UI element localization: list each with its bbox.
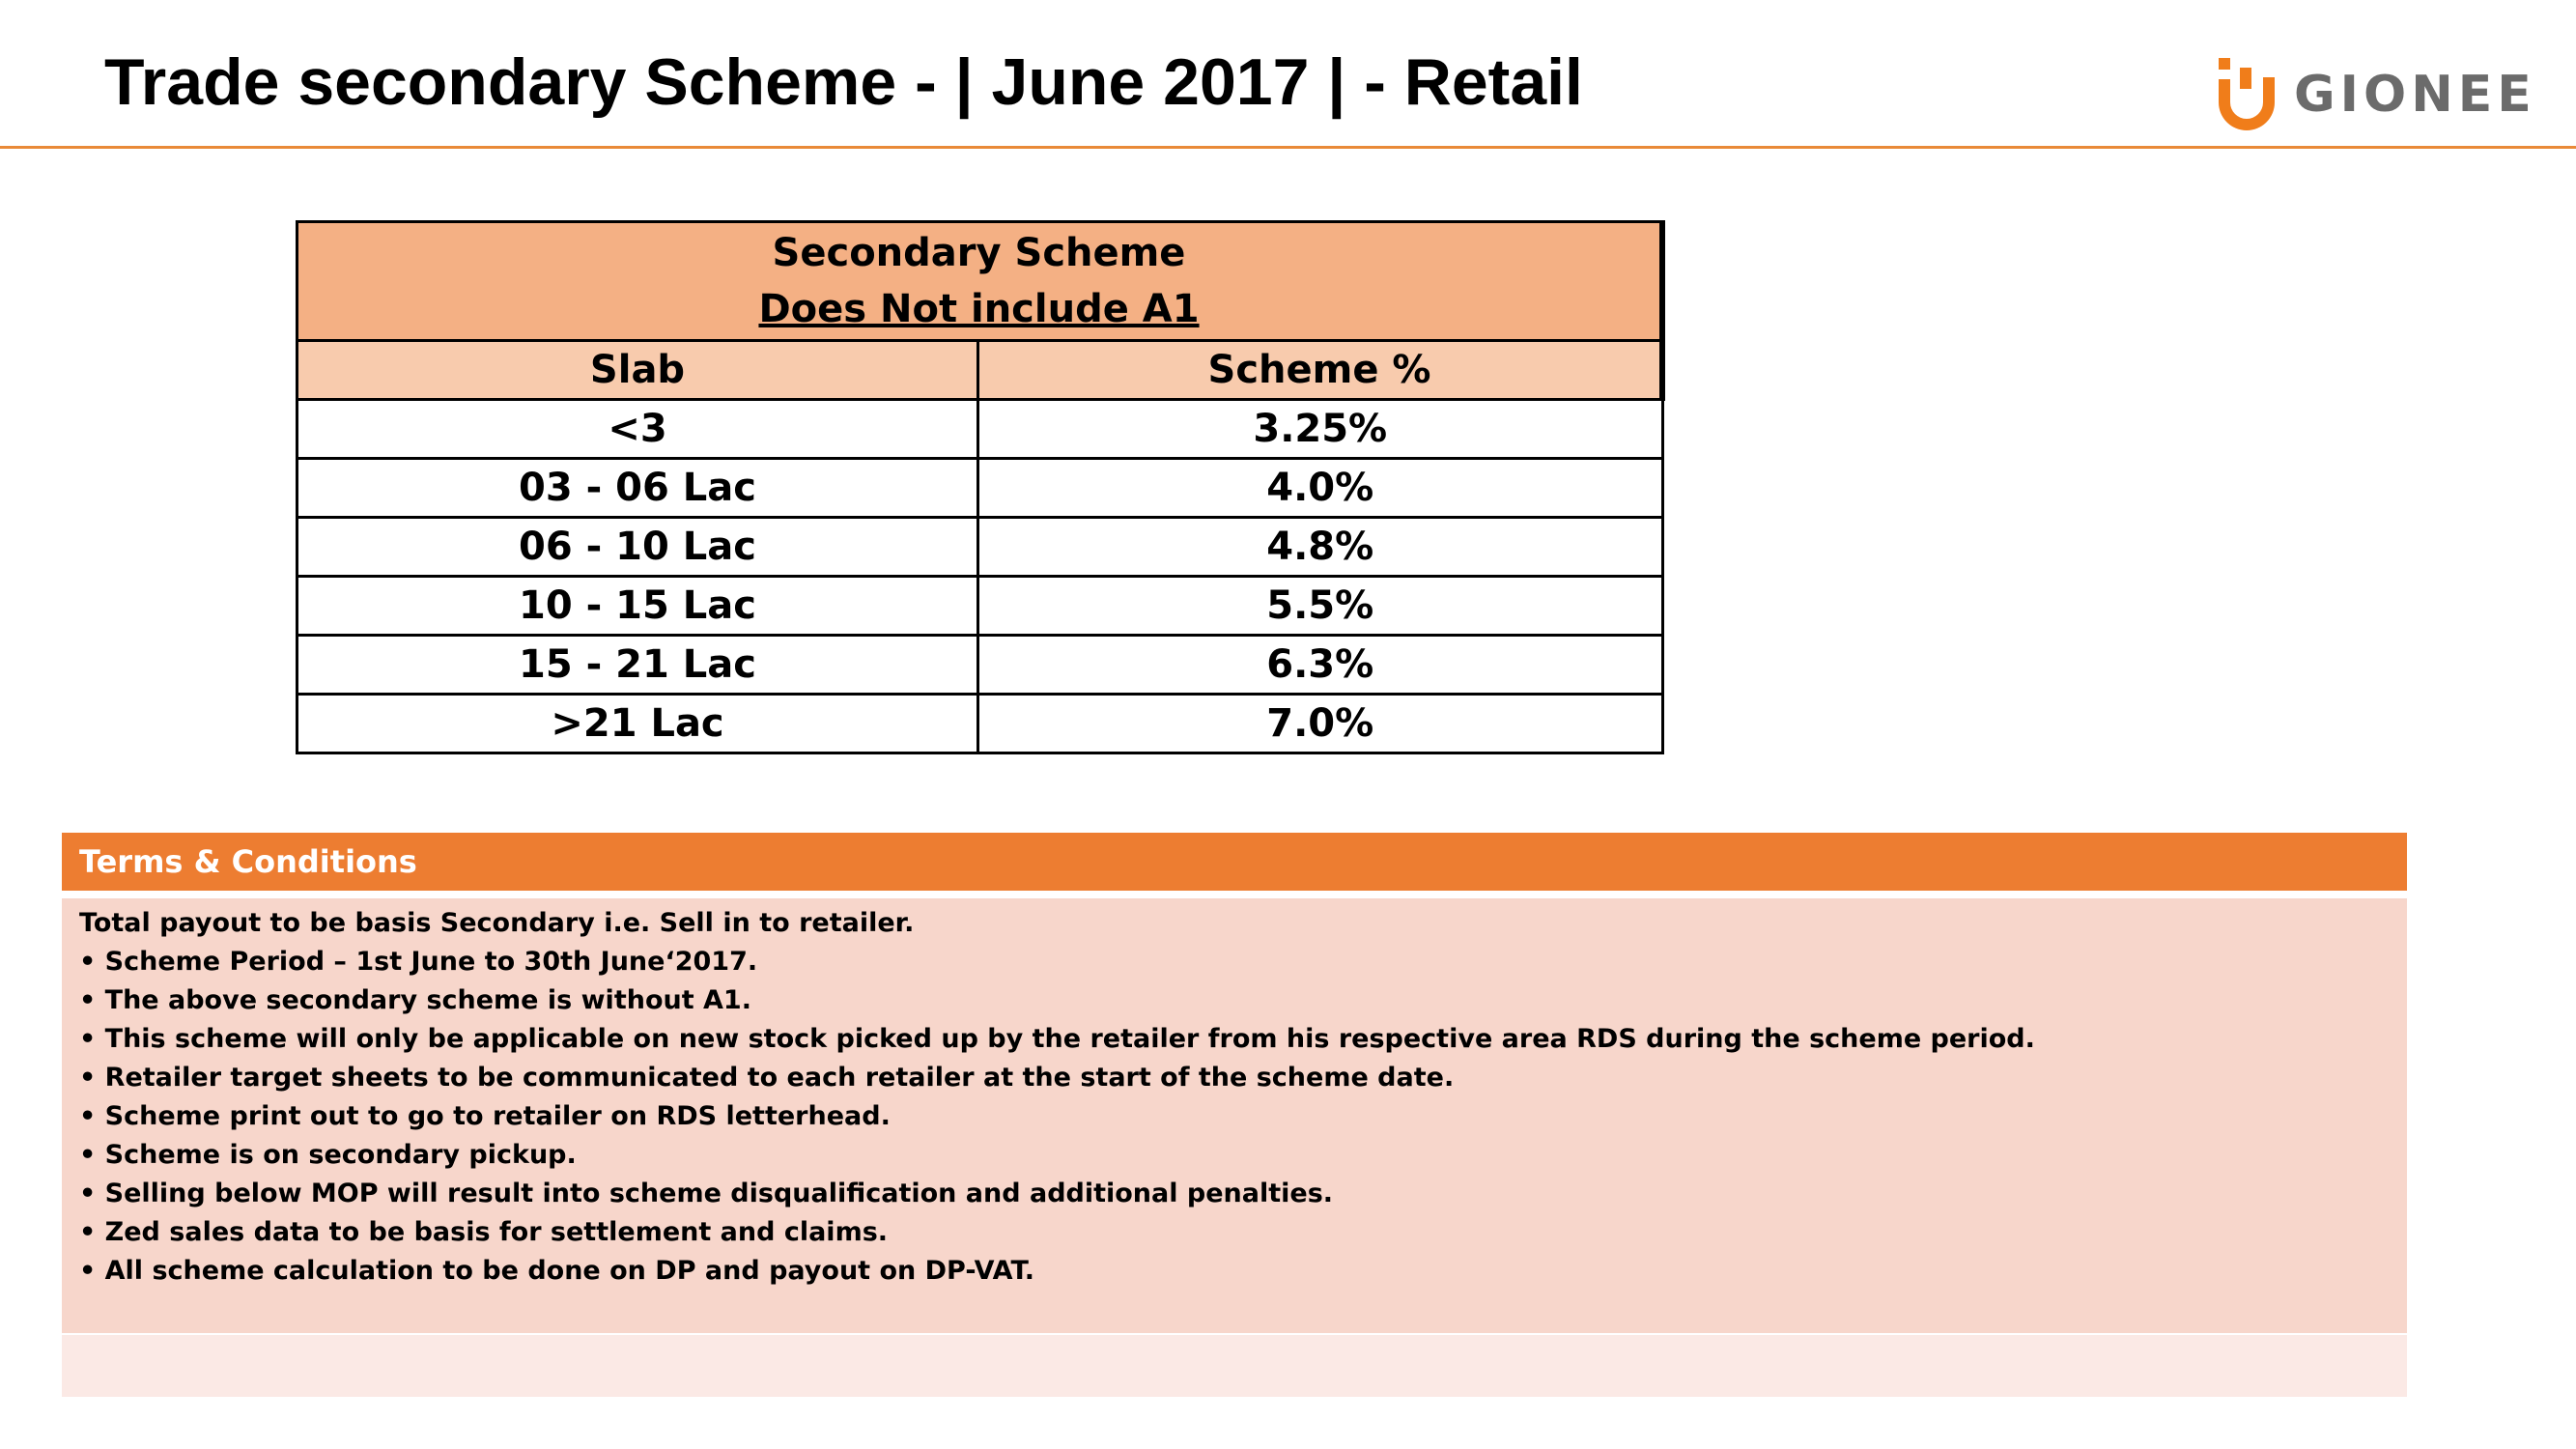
table-row xyxy=(297,577,1663,636)
table-row xyxy=(297,636,1663,695)
terms-line: • The above secondary scheme is without A1. xyxy=(79,985,751,1015)
scheme-pct-cell: 6.3% xyxy=(978,636,1663,695)
gionee-logo xyxy=(2217,58,2536,131)
terms-line: Total payout to be basis Secondary i.e. Sell in to retailer. xyxy=(79,908,915,938)
column-header-scheme-pct: Scheme % xyxy=(978,341,1663,400)
table-row xyxy=(297,400,1663,459)
table-header-row xyxy=(297,341,1663,400)
scheme-pct-cell: 3.25% xyxy=(978,400,1663,459)
slab-cell: 15 - 21 Lac xyxy=(297,636,978,695)
terms-line: • Scheme is on secondary pickup. xyxy=(79,1140,577,1170)
table-row xyxy=(297,459,1663,518)
column-header-slab: Slab xyxy=(297,341,978,400)
terms-line: • Scheme Period – 1st June to 30th June‘2017. xyxy=(79,947,758,977)
table-caption-subtitle: Does Not include A1 xyxy=(758,287,1200,331)
terms-line: • Scheme print out to go to retailer on RDS letterhead. xyxy=(79,1101,891,1131)
terms-line: • Selling below MOP will result into scheme disqualification and additional penalties. xyxy=(79,1179,1334,1208)
slab-cell: 06 - 10 Lac xyxy=(297,518,978,577)
scheme-pct-cell: 4.0% xyxy=(978,459,1663,518)
scheme-pct-cell: 5.5% xyxy=(978,577,1663,636)
terms-line: • Retailer target sheets to be communicated to each retailer at the start of the scheme date. xyxy=(79,1063,1455,1093)
slab-cell: <3 xyxy=(297,400,978,459)
terms-body xyxy=(62,898,2407,1333)
header-divider xyxy=(0,146,2576,149)
page-title: Trade secondary Scheme - | June 2017 | - Retail xyxy=(104,45,1583,119)
scheme-pct-cell: 7.0% xyxy=(978,695,1663,753)
table-caption-row xyxy=(297,222,1663,341)
table-row xyxy=(297,695,1663,753)
table-row xyxy=(297,518,1663,577)
table-caption xyxy=(297,222,1663,341)
scheme-table xyxy=(296,220,1665,754)
table-caption-title: Secondary Scheme xyxy=(772,231,1186,275)
logo-wordmark: GIONEE xyxy=(2294,66,2536,124)
gionee-logo-icon xyxy=(2217,58,2277,131)
terms-heading: Terms & Conditions xyxy=(62,833,2407,891)
slab-cell: 03 - 06 Lac xyxy=(297,459,978,518)
slab-cell: >21 Lac xyxy=(297,695,978,753)
terms-line: • This scheme will only be applicable on new stock picked up by the retailer from his respective area RDS during the scheme period. xyxy=(79,1024,2035,1054)
terms-footer-band xyxy=(62,1335,2407,1397)
terms-line: • Zed sales data to be basis for settlement and claims. xyxy=(79,1217,889,1247)
terms-line: • All scheme calculation to be done on DP and payout on DP-VAT. xyxy=(79,1256,1035,1286)
scheme-pct-cell: 4.8% xyxy=(978,518,1663,577)
slab-cell: 10 - 15 Lac xyxy=(297,577,978,636)
